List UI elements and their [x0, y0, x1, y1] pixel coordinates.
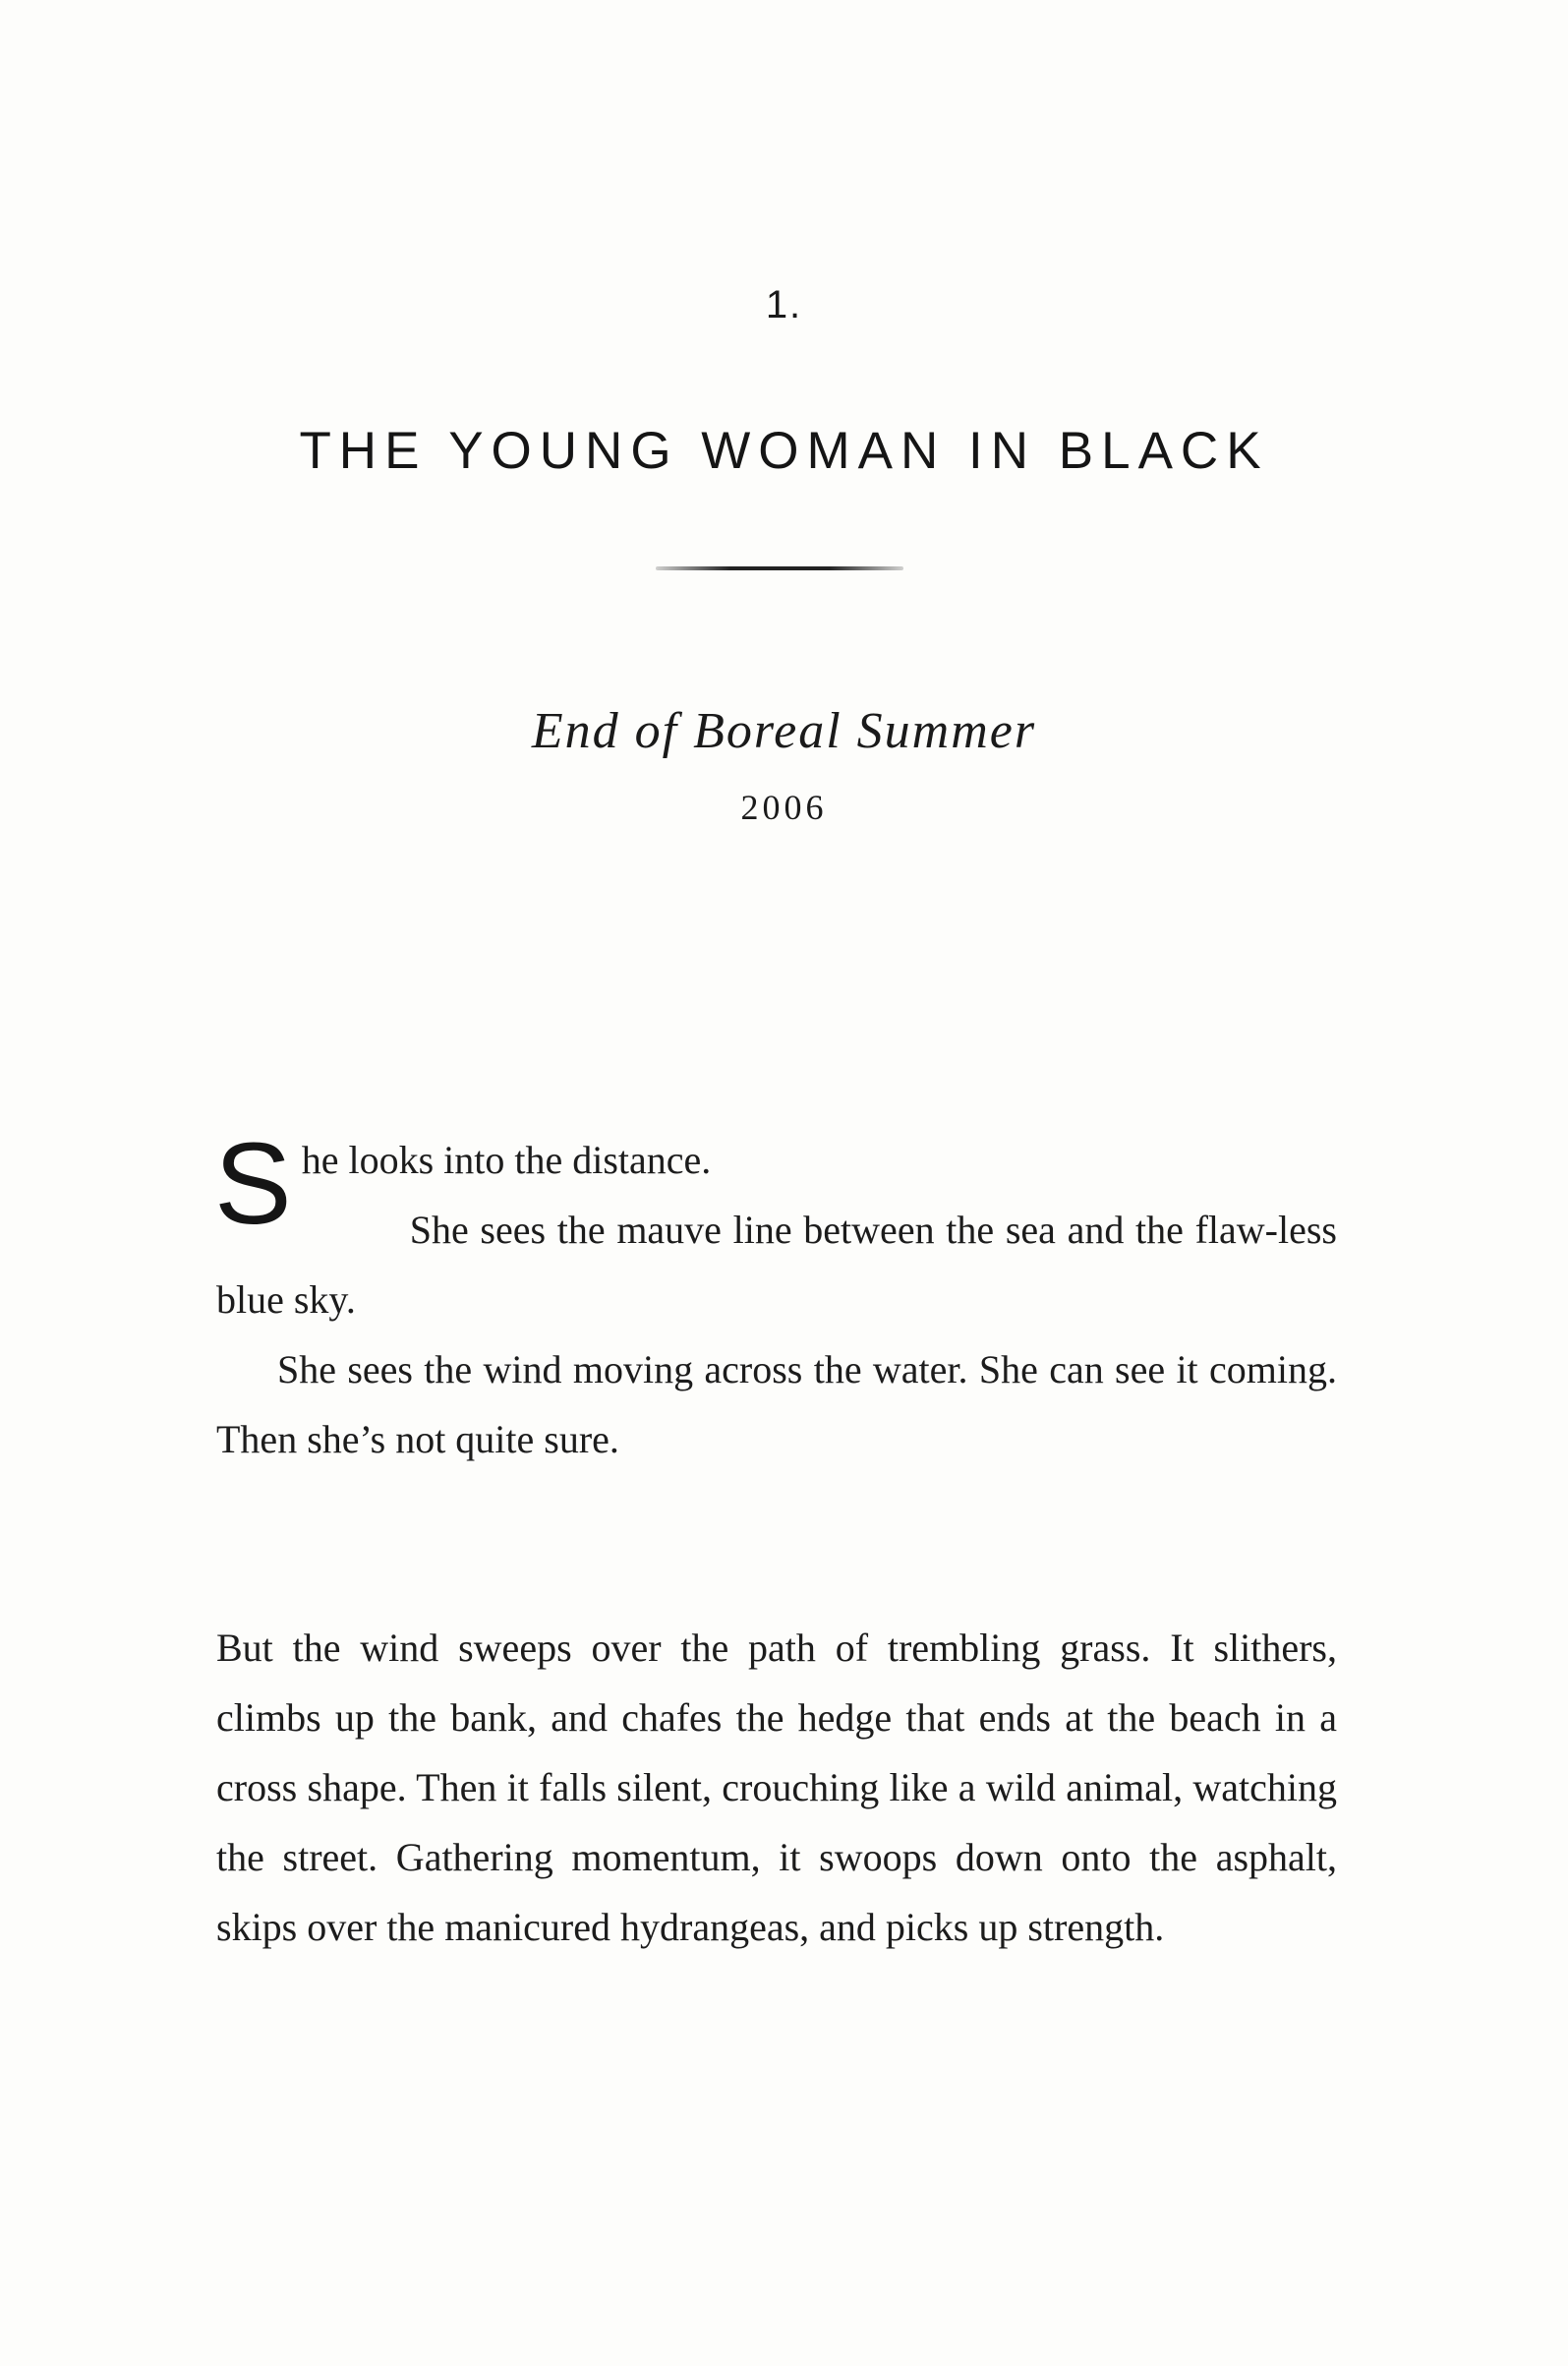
opening-line: he looks into the distance.: [301, 1138, 712, 1182]
chapter-title: THE YOUNG WOMAN IN BLACK: [299, 422, 1269, 480]
chapter-subtitle: End of Boreal Summer: [531, 703, 1037, 759]
paragraph: But the wind sweeps over the path of trembling grass. It slithers, climbs up the bank, and chafes the hedge that ends at the beach in a cross shape. Then it falls silent, crouching like a wild animal, watching the street. Gathering momentum, it swoops down onto the asphalt, skips over the manicured hydrangeas, and picks up strength.: [216, 1626, 1337, 1949]
body-section-2: [216, 1613, 1337, 1962]
chapter-number: 1.: [765, 283, 803, 326]
paragraph: She sees the wind moving across the water. She can see it coming. Then she’s not quite sure.: [216, 1347, 1337, 1461]
paragraph-opening: [214, 1119, 1337, 1334]
body-section-1: [214, 1119, 1337, 1474]
opening-line-2: She sees the mauve line between the sea and the flaw-less blue sky.: [216, 1208, 1337, 1322]
drop-cap: S: [214, 1119, 292, 1249]
ornamental-rule: [656, 566, 903, 570]
chapter-year: 2006: [740, 788, 828, 827]
